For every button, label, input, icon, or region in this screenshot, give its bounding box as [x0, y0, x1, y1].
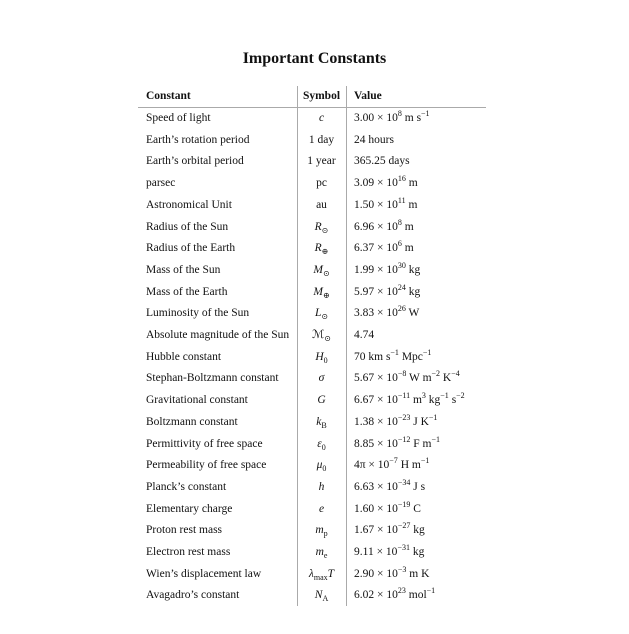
value-unit: W [405, 307, 420, 320]
constant-value [354, 282, 420, 304]
symbol-main: m [315, 546, 324, 558]
unit-exponent: −1 [428, 412, 438, 422]
symbol-main: e [318, 502, 325, 515]
symbol-subscript: ⊕ [322, 290, 330, 300]
value-unit: W m [406, 372, 432, 385]
constant-value [354, 151, 410, 173]
symbol-subscript: ⊙ [321, 225, 329, 235]
table-row [138, 195, 486, 217]
value-mantissa: 1.50 × 10 [354, 198, 398, 211]
constant-name: Wien’s displacement law [146, 567, 262, 580]
value-unit: J s [410, 480, 426, 493]
value-exponent: −31 [397, 543, 410, 552]
symbol-subscript: e [323, 551, 328, 560]
value-mantissa: 1.60 × 10 [354, 502, 398, 515]
symbol-main: au [316, 198, 327, 211]
table-row [138, 542, 486, 564]
table-row [138, 282, 486, 304]
symbol-main: R [314, 220, 322, 233]
table-header [138, 86, 486, 108]
unit-2-exponent: −1 [440, 391, 449, 401]
constant-value [354, 238, 414, 260]
value-unit: H m [397, 459, 421, 472]
constant-name: Mass of the Earth [146, 285, 228, 298]
constant-symbol [297, 325, 346, 347]
constant-name: Radius of the Earth [146, 242, 236, 255]
unit-exponent: −1 [422, 347, 432, 357]
value-mantissa: 365.25 days [354, 155, 410, 168]
symbol-main: μ [316, 459, 323, 472]
symbol-main: m [315, 524, 324, 537]
value-mantissa: 3.09 × 10 [354, 177, 398, 190]
constant-name: Electron rest mass [146, 546, 231, 558]
symbol-main: σ [318, 372, 325, 385]
value-unit: C [410, 502, 421, 515]
constant-symbol [297, 108, 346, 130]
symbol-subscript: 0 [323, 355, 328, 365]
constant-name: parsec [146, 177, 176, 190]
constant-symbol [297, 130, 346, 152]
value-mantissa: 1.38 × 10 [354, 415, 398, 428]
table-row [138, 434, 486, 456]
constant-value [354, 368, 460, 390]
table-row [138, 217, 486, 239]
symbol-main: k [316, 415, 322, 428]
constant-symbol [297, 542, 346, 564]
value-unit: m [410, 394, 422, 407]
value-mantissa: 5.67 × 10 [354, 372, 398, 385]
constant-value [354, 564, 429, 586]
constant-name: Elementary charge [146, 502, 233, 515]
value-unit: F m [410, 437, 432, 450]
symbol-main: M [313, 285, 323, 298]
table-row [138, 499, 486, 521]
constant-value [354, 347, 431, 369]
value-exponent: −34 [397, 477, 411, 487]
value-unit: kg [410, 524, 425, 537]
value-unit: m [405, 177, 418, 190]
symbol-subscript: 0 [321, 442, 326, 452]
value-unit: m [405, 198, 418, 211]
table-row [138, 151, 486, 173]
table-row [138, 238, 486, 260]
symbol-main: M [313, 263, 323, 276]
constant-name: Absolute magnitude of the Sun [146, 329, 290, 341]
symbol-subscript: B [321, 420, 327, 430]
constant-name: Proton rest mass [146, 524, 223, 537]
constant-value [354, 195, 417, 217]
table-row [138, 173, 486, 195]
constant-name: Earth’s orbital period [146, 155, 244, 168]
value-unit-3: s [448, 394, 457, 407]
value-exponent: −3 [397, 564, 407, 574]
table-row [138, 368, 486, 390]
constant-value [354, 217, 414, 239]
constant-symbol [297, 347, 346, 369]
value-exponent: −27 [397, 521, 411, 531]
constant-value [354, 412, 437, 434]
value-unit: m [401, 220, 414, 233]
constant-value [354, 303, 419, 325]
constant-symbol [297, 390, 346, 412]
symbol-subscript: A [322, 594, 329, 604]
value-exponent: 24 [397, 282, 406, 292]
value-unit: m K [406, 567, 430, 580]
table-row [138, 347, 486, 369]
constant-symbol [297, 434, 346, 456]
header-constant: Constant [146, 90, 191, 102]
value-exponent: −23 [397, 412, 411, 422]
constant-symbol [297, 303, 346, 325]
table-row [138, 477, 486, 499]
constant-value [354, 130, 394, 152]
value-exponent: 16 [397, 174, 406, 184]
page-title: Important Constants [242, 50, 387, 67]
unit-exponent: −1 [426, 586, 436, 596]
constant-name: Avagadro’s constant [146, 589, 240, 602]
constant-value [354, 542, 424, 564]
value-mantissa: 1.99 × 10 [354, 263, 398, 276]
constant-value [354, 499, 421, 521]
value-mantissa: 8.85 × 10 [354, 437, 398, 450]
value-unit: m s [401, 112, 422, 124]
value-unit: kg [409, 546, 425, 558]
value-mantissa: 2.90 × 10 [354, 567, 398, 580]
value-mantissa: 5.97 × 10 [354, 285, 398, 298]
constant-symbol [297, 412, 346, 434]
symbol-subscript: ⊙ [321, 312, 329, 322]
constant-symbol [297, 368, 346, 390]
value-unit: m [401, 242, 414, 255]
value-mantissa: 70 km s [354, 350, 391, 363]
value-exponent: 6 [397, 239, 402, 249]
constant-value [354, 477, 425, 499]
constant-symbol [297, 238, 346, 260]
constant-name: Speed of light [146, 112, 211, 124]
unit-exponent: −2 [431, 369, 441, 379]
table-row [138, 520, 486, 542]
symbol-main: 1 year [307, 155, 336, 168]
constant-value [354, 260, 420, 282]
symbol-main: 1 day [308, 133, 335, 146]
constant-symbol [297, 195, 346, 217]
constant-name: Permittivity of free space [146, 437, 263, 450]
symbol-main: R [314, 242, 322, 255]
constant-name: Stephan-Boltzmann constant [146, 372, 279, 385]
unit-exponent: −1 [420, 456, 430, 466]
symbol-subscript: ⊕ [321, 247, 329, 257]
value-mantissa: 3.00 × 10 [354, 112, 398, 124]
symbol-subscript: ⊙ [322, 268, 330, 278]
constant-value [354, 434, 440, 456]
value-mantissa: 6.96 × 10 [354, 220, 398, 233]
constant-symbol [297, 217, 346, 239]
table-row [138, 130, 486, 152]
constant-value [354, 173, 418, 195]
symbol-main: pc [316, 177, 327, 190]
table-row [138, 303, 486, 325]
unit-3-exponent: −2 [456, 391, 465, 401]
constant-name: Earth’s rotation period [146, 133, 250, 146]
table-row [138, 325, 486, 347]
unit-2-exponent: −4 [451, 369, 460, 379]
constant-value [354, 585, 435, 607]
symbol-main: ℳ [311, 329, 325, 341]
value-mantissa: 9.11 × 10 [354, 546, 398, 558]
value-exponent: −11 [397, 391, 411, 401]
unit-exponent: 3 [421, 391, 426, 401]
value-mantissa: 4π × 10 [354, 459, 390, 472]
constant-name: Planck’s constant [146, 480, 227, 493]
constant-symbol [297, 151, 346, 173]
constant-value [354, 325, 374, 347]
constant-name: Permeability of free space [146, 459, 267, 472]
symbol-subscript: max [313, 572, 328, 582]
constant-value [354, 108, 430, 130]
constant-value [354, 455, 429, 477]
value-mantissa: 6.67 × 10 [354, 394, 398, 407]
symbol-main: c [318, 112, 325, 124]
symbol-main: ε [317, 437, 322, 450]
table-row [138, 412, 486, 434]
value-exponent: −12 [397, 434, 411, 444]
value-mantissa: 6.37 × 10 [354, 242, 398, 255]
symbol-subscript: p [323, 529, 328, 539]
constant-symbol [297, 455, 346, 477]
value-unit: kg [405, 285, 421, 298]
value-unit-2: kg [425, 394, 441, 407]
symbol-suffix: T [327, 567, 335, 580]
value-exponent: −1 [390, 347, 399, 357]
table-row [138, 455, 486, 477]
value-unit: mol [405, 589, 427, 602]
value-exponent: −19 [397, 499, 411, 509]
unit-exponent: −1 [421, 109, 430, 118]
value-exponent: 8 [397, 217, 402, 227]
value-mantissa: 6.02 × 10 [354, 589, 398, 602]
value-mantissa: 4.74 [354, 329, 375, 341]
constant-name: Gravitational constant [146, 394, 248, 407]
constant-symbol [297, 564, 346, 586]
symbol-subscript: 0 [322, 464, 327, 474]
unit-exponent: −1 [431, 434, 440, 444]
constant-name: Boltzmann constant [146, 415, 238, 428]
constant-symbol [297, 282, 346, 304]
constant-symbol [297, 260, 346, 282]
value-mantissa: 1.67 × 10 [354, 524, 398, 537]
constant-symbol [297, 520, 346, 542]
value-unit-2: K [440, 372, 452, 385]
table-row [138, 390, 486, 412]
symbol-subscript: ⊙ [324, 334, 331, 343]
value-mantissa: 6.63 × 10 [354, 480, 398, 493]
constant-symbol [297, 499, 346, 521]
symbol-main: h [318, 480, 325, 493]
table-row [138, 585, 486, 607]
value-exponent: 30 [397, 260, 406, 270]
constant-value [354, 390, 465, 412]
value-exponent: 11 [397, 195, 406, 205]
value-mantissa: 24 hours [354, 133, 394, 146]
constant-name: Mass of the Sun [146, 263, 221, 276]
header-symbol: Symbol [302, 90, 341, 102]
value-exponent: −8 [397, 369, 407, 379]
table-row [138, 564, 486, 586]
value-exponent: −7 [389, 456, 398, 466]
constant-value [354, 520, 425, 542]
table-row [138, 108, 486, 130]
symbol-main: H [315, 350, 324, 363]
value-exponent: 23 [397, 586, 406, 596]
constant-symbol [297, 477, 346, 499]
value-mantissa: 3.83 × 10 [354, 307, 398, 320]
symbol-main: L [314, 307, 322, 320]
value-unit: kg [405, 263, 421, 276]
constant-symbol [297, 173, 346, 195]
value-exponent: 26 [397, 304, 406, 314]
value-unit: J K [410, 415, 429, 428]
constant-name: Luminosity of the Sun [146, 307, 250, 320]
symbol-main: N [314, 589, 323, 602]
value-unit: Mpc [398, 350, 423, 363]
constant-name: Hubble constant [146, 350, 222, 363]
symbol-main: λ [308, 567, 314, 580]
constant-name: Radius of the Sun [146, 220, 229, 233]
symbol-main: G [317, 394, 326, 407]
header-value: Value [354, 90, 382, 102]
constant-name: Astronomical Unit [146, 198, 232, 211]
table-row [138, 260, 486, 282]
constant-symbol [297, 585, 346, 607]
value-exponent: 8 [397, 109, 402, 118]
